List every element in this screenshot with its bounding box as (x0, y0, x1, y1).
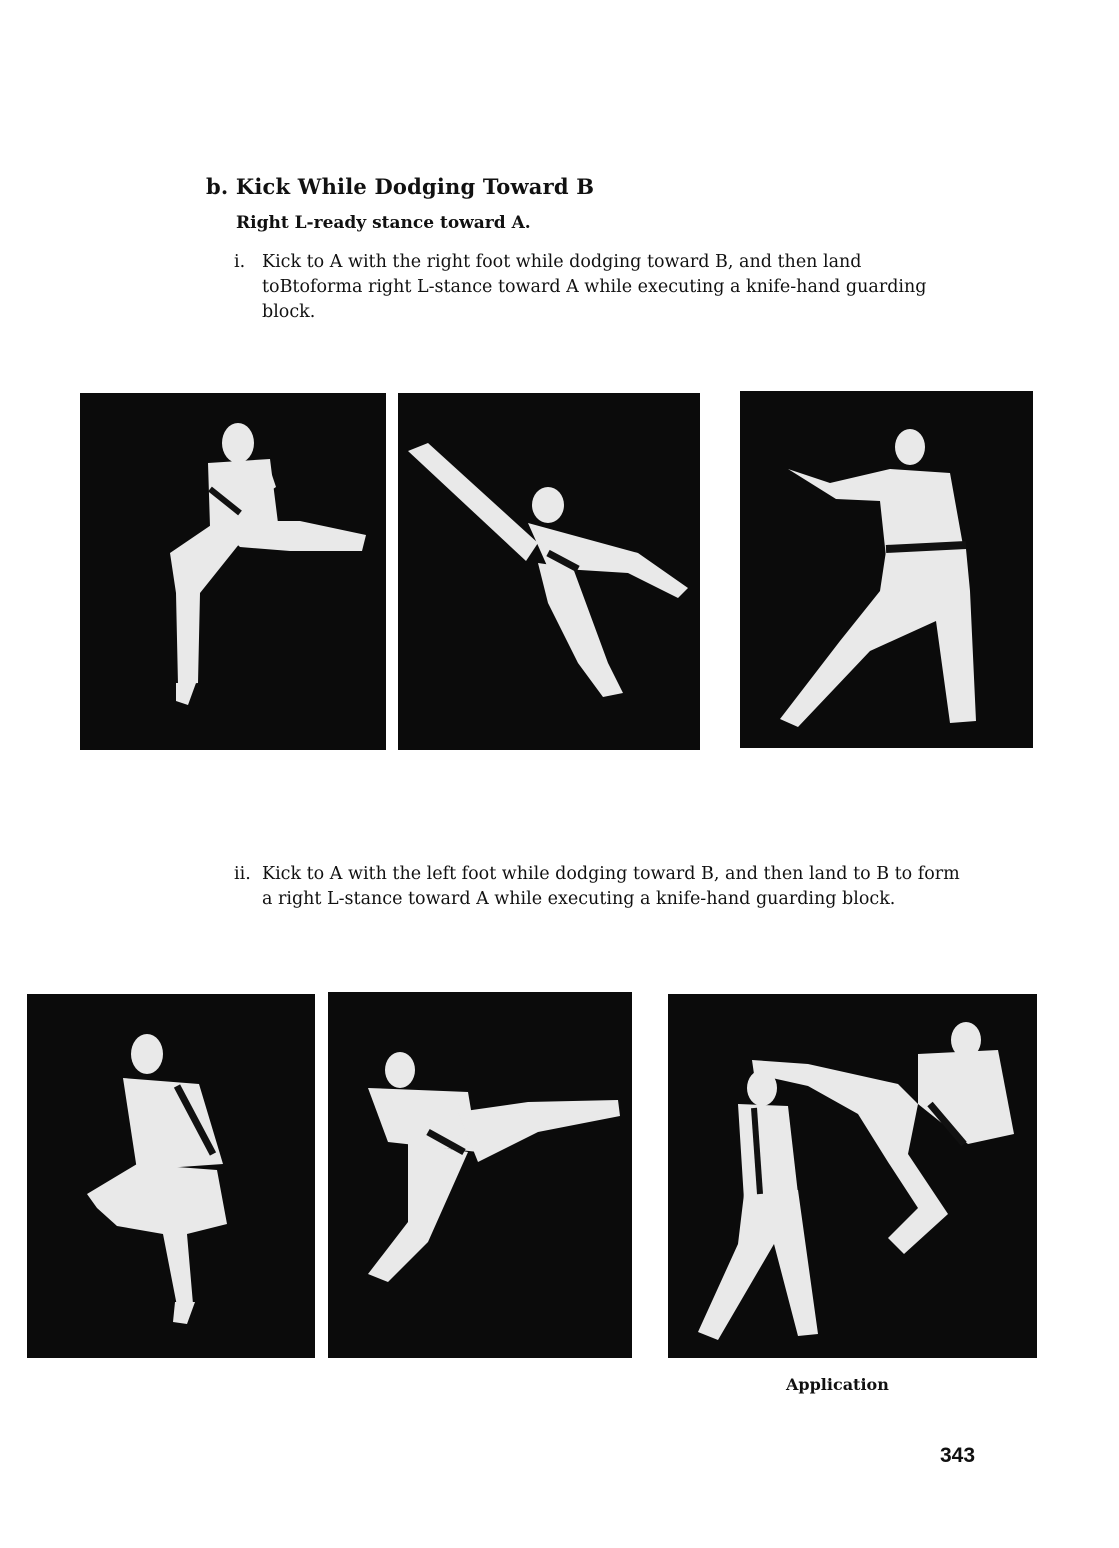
photo-caption: Application (786, 1375, 889, 1394)
martial-artist-figure-icon (328, 992, 632, 1358)
step-i (234, 250, 964, 325)
photo-application-kick-to-opponent (668, 994, 1037, 1358)
martial-artist-figure-icon (740, 391, 1033, 748)
photo-l-stance-guarding-block-back-view (740, 391, 1033, 748)
step-number: ii. (234, 864, 251, 884)
photo-knee-chamber-left-foot (27, 994, 315, 1358)
martial-artist-figure-icon (398, 393, 700, 750)
photo-high-side-kick (398, 393, 700, 750)
martial-artist-figure-icon (27, 994, 315, 1358)
step-number: i. (234, 252, 246, 272)
photo-knee-chamber-kick (80, 393, 386, 750)
section-subheading: Right L-ready stance toward A. (236, 213, 531, 233)
step-ii (234, 862, 964, 912)
section-heading: b. Kick While Dodging Toward B (206, 174, 595, 199)
page-number: 343 (940, 1444, 976, 1467)
martial-artist-figure-icon (80, 393, 386, 750)
step-text: Kick to A with the left foot while dodging toward B, and then land to B to form a right L-stance toward A while executing a knife-hand guarding block. (262, 864, 960, 909)
step-text: Kick to A with the right foot while dodging toward B, and then land toBtoforma right L-stance toward A while executing a knife-hand guarding block. (262, 252, 927, 322)
martial-artist-figure-icon (668, 994, 1037, 1358)
photo-flying-side-kick (328, 992, 632, 1358)
